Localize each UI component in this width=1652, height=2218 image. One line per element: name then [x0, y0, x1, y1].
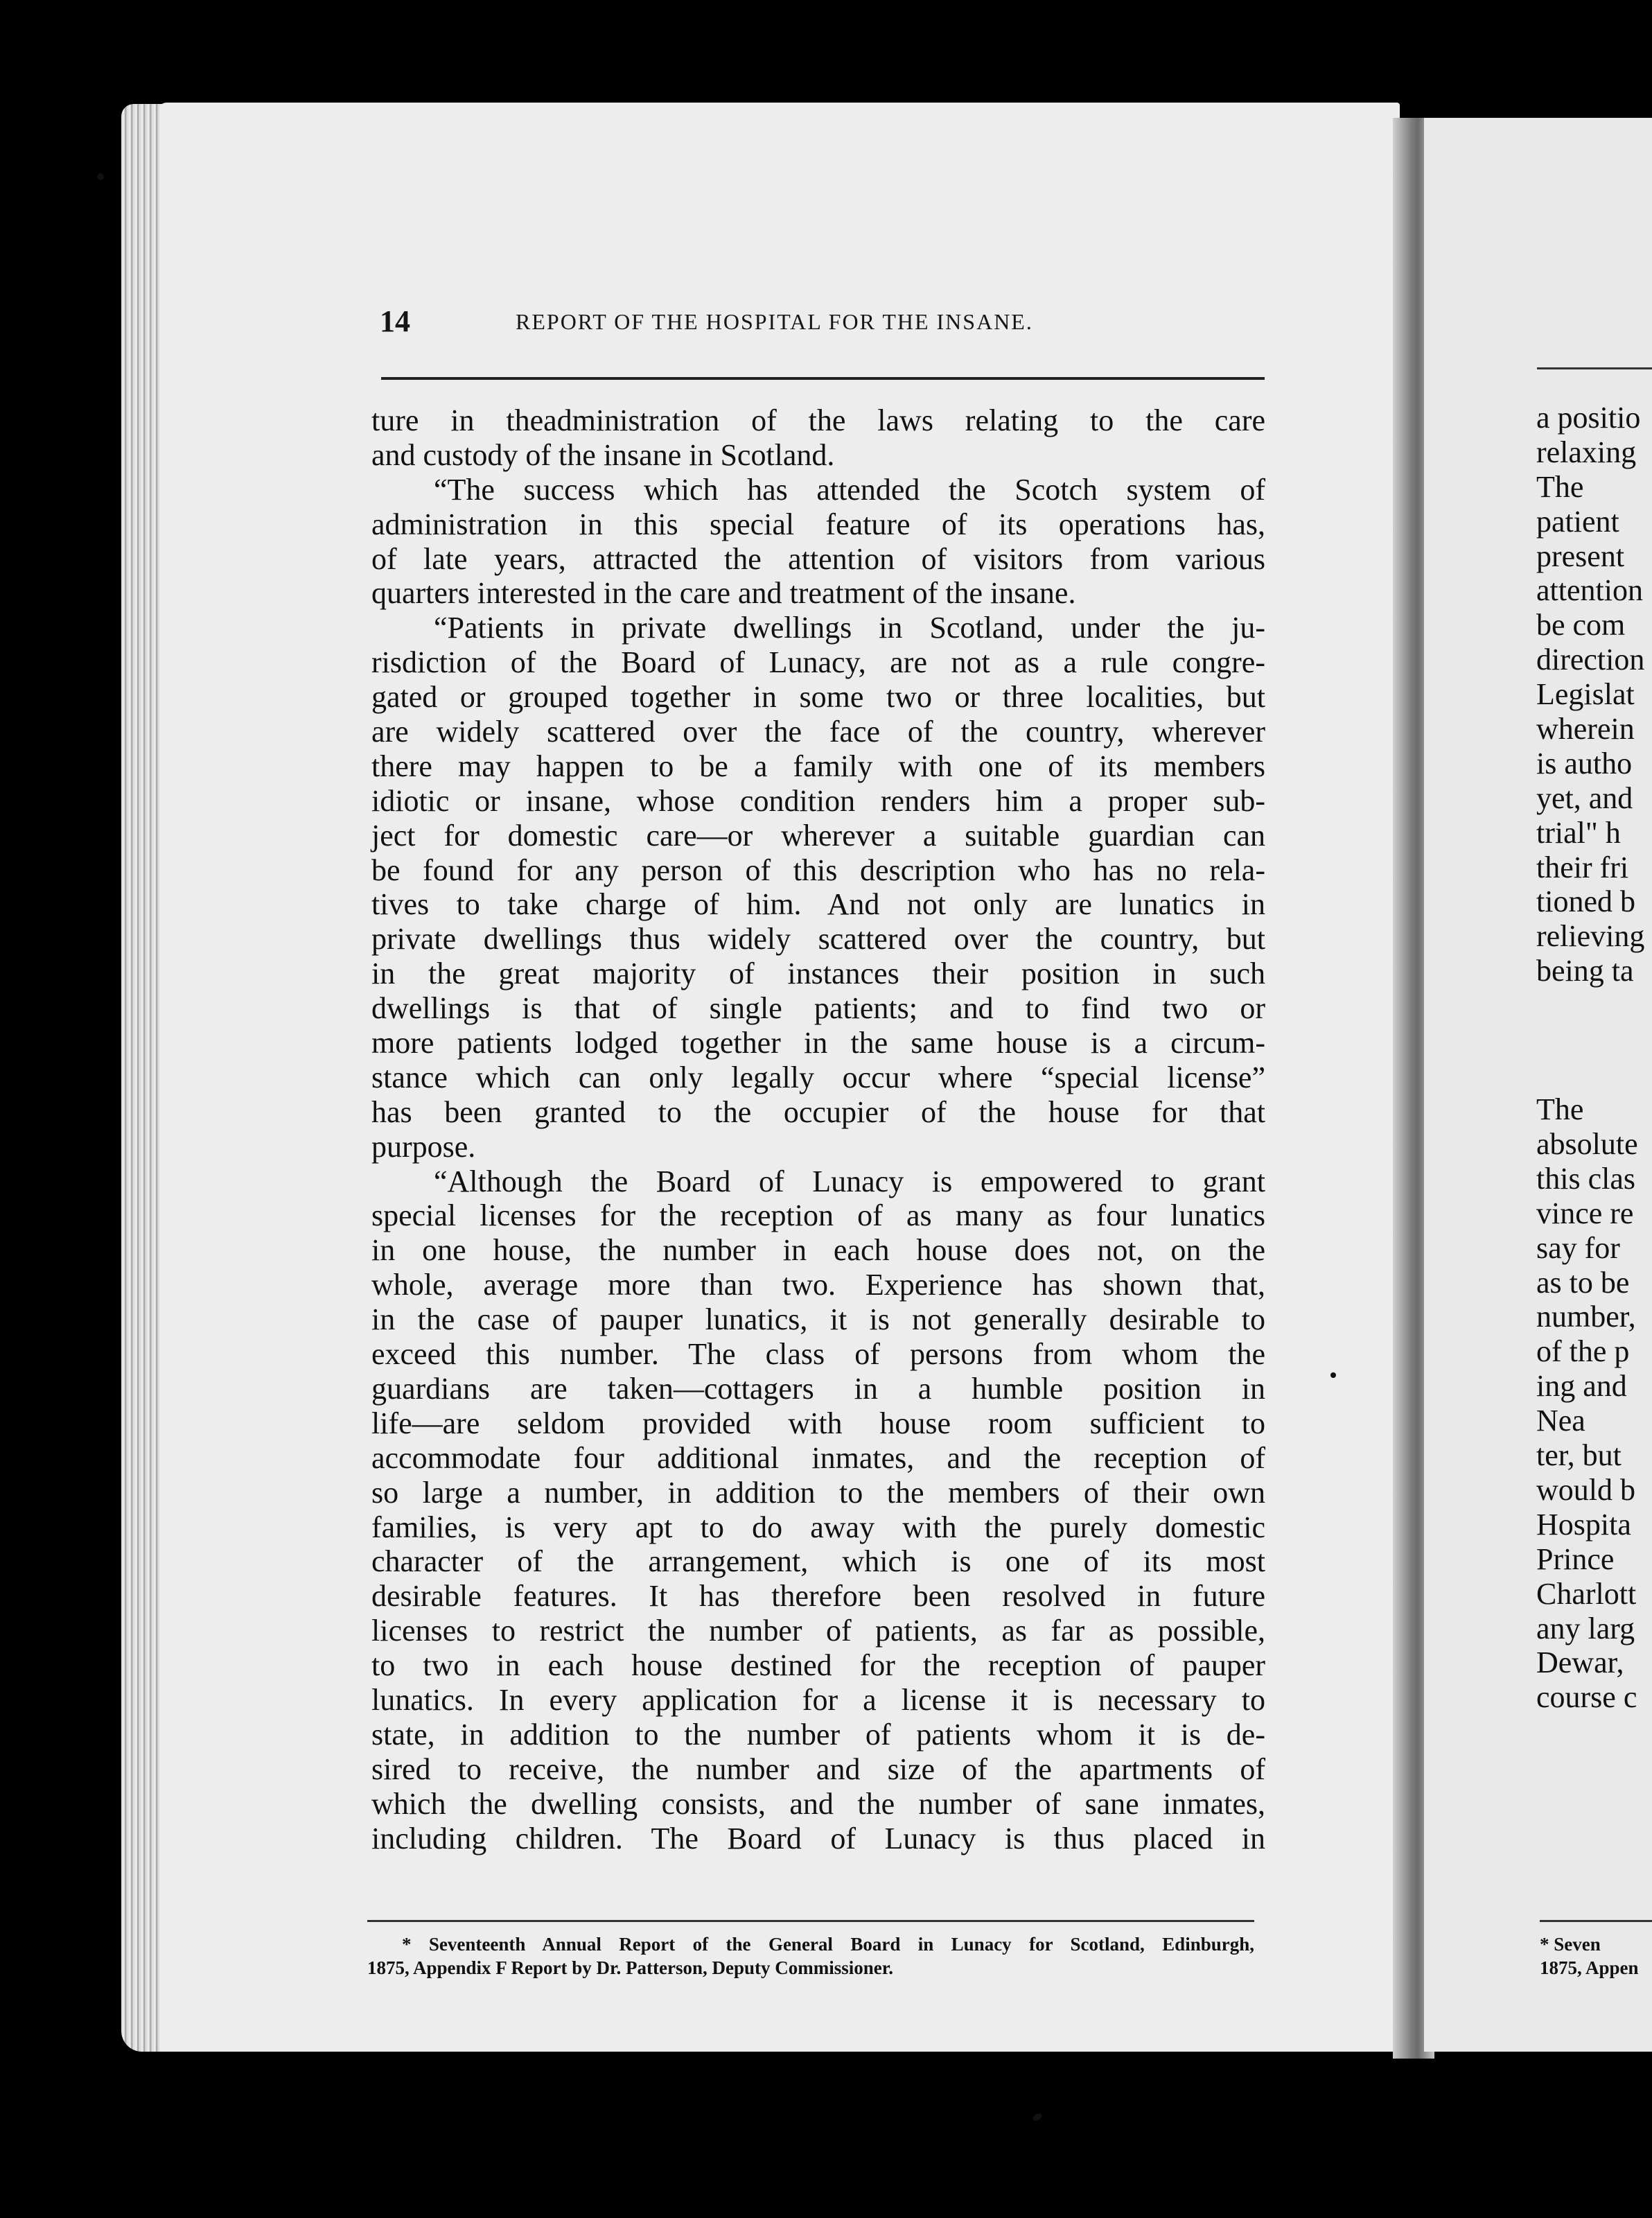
- text-line: in the case of pauper lunatics, it is not generally desirable to: [371, 1302, 1265, 1337]
- text-line: * Seventeenth Annual Report of the General Board in Lunacy for Scotland, Edinburgh,: [402, 1934, 1254, 1955]
- scan-speck: [1032, 2112, 1044, 2122]
- right-page-footnote: [1540, 1932, 1652, 1980]
- footnote: [367, 1932, 1254, 1980]
- text-line: ture in theadministration of the laws relating to the care: [371, 403, 1265, 437]
- text-line: quarters interested in the care and treatment of the insane.: [371, 576, 1076, 611]
- running-head: [380, 304, 1267, 345]
- text-line: Dewar,: [1536, 1645, 1624, 1680]
- text-line: direction: [1536, 643, 1645, 677]
- text-line: “The success which has attended the Scotch system of: [434, 472, 1265, 507]
- text-line: licenses to restrict the number of patients, as far as possible,: [371, 1614, 1265, 1648]
- text-line: in the great majority of instances their position in such: [371, 957, 1265, 991]
- text-line: The: [1536, 1092, 1584, 1127]
- text-line: are widely scattered over the face of the country, wherever: [371, 715, 1265, 749]
- text-line: absolute: [1536, 1127, 1638, 1162]
- text-line: ter, but: [1536, 1438, 1622, 1473]
- text-line: wherein: [1536, 712, 1635, 746]
- page-number: 14: [380, 304, 410, 338]
- text-line: whole, average more than two. Experience has shown that,: [371, 1268, 1265, 1302]
- text-line: special licenses for the reception of as many as four lunatics: [371, 1198, 1265, 1233]
- text-line: vince re: [1536, 1196, 1634, 1230]
- text-line: yet, and: [1536, 780, 1633, 815]
- text-line: which the dwelling consists, and the number of sane inmates,: [371, 1786, 1265, 1821]
- text-line: [1536, 988, 1652, 1092]
- text-line: * Seven: [1540, 1934, 1601, 1955]
- text-line: there may happen to be a family with one of its members: [371, 749, 1265, 783]
- text-line: to two in each house destined for the reception of pauper: [371, 1648, 1265, 1683]
- text-line: has been granted to the occupier of the house for that: [371, 1094, 1265, 1129]
- text-line: 1875, Appendix F Report by Dr. Patterson, Deputy Commissioner.: [367, 1957, 894, 1978]
- text-line: say for: [1536, 1230, 1620, 1265]
- text-line: idiotic or insane, whose condition renders him a proper sub-: [371, 783, 1265, 818]
- text-line: more patients lodged together in the same house is a circum-: [371, 1026, 1265, 1060]
- text-line: present: [1536, 539, 1625, 573]
- text-line: The: [1536, 469, 1584, 504]
- text-line: risdiction of the Board of Lunacy, are not as a rule congre-: [371, 645, 1265, 680]
- text-line: Nea: [1536, 1404, 1585, 1438]
- text-line: lunatics. In every application for a license it is necessary to: [371, 1682, 1265, 1717]
- text-line: being ta: [1536, 954, 1634, 988]
- text-line: guardians are taken—cottagers in a humble position in: [371, 1371, 1265, 1406]
- text-line: and custody of the insane in Scotland.: [371, 437, 835, 472]
- text-line: “Although the Board of Lunacy is empowered to grant: [434, 1164, 1265, 1198]
- text-line: “Patients in private dwellings in Scotland, under the ju-: [434, 611, 1265, 645]
- text-line: trial" h: [1536, 815, 1621, 850]
- text-line: is autho: [1536, 746, 1633, 780]
- text-line: 1875, Appen: [1540, 1957, 1639, 1978]
- text-line: ject for domestic care—or wherever a suitable guardian can: [371, 818, 1265, 853]
- text-line: their fri: [1536, 850, 1629, 884]
- text-line: Prince: [1536, 1542, 1615, 1576]
- text-line: desirable features. It has therefore been resolved in future: [371, 1579, 1265, 1614]
- text-line: of late years, attracted the attention of visitors from various: [371, 541, 1265, 576]
- text-line: any larg: [1536, 1611, 1635, 1645]
- text-line: this clas: [1536, 1161, 1635, 1196]
- text-line: administration in this special feature of its operations has,: [371, 507, 1265, 541]
- text-line: accommodate four additional inmates, and the reception of: [371, 1440, 1265, 1475]
- text-line: private dwellings thus widely scattered over the country, but: [371, 922, 1265, 957]
- text-line: life—are seldom provided with house room sufficient to: [371, 1406, 1265, 1440]
- text-line: dwellings is that of single patients; and to find two or: [371, 991, 1265, 1026]
- text-line: state, in addition to the number of patients whom it is de-: [371, 1717, 1265, 1752]
- text-line: relieving: [1536, 919, 1645, 954]
- text-line: Legislat: [1536, 677, 1635, 712]
- text-line: sired to receive, the number and size of the apartments of: [371, 1752, 1265, 1786]
- text-line: tioned b: [1536, 884, 1635, 919]
- text-line: ing and: [1536, 1369, 1627, 1404]
- scan-speck: [1330, 1372, 1336, 1378]
- text-line: gated or grouped together in some two or three localities, but: [371, 680, 1265, 715]
- text-line: be found for any person of this description who has no rela-: [371, 853, 1265, 887]
- text-line: attention: [1536, 573, 1643, 608]
- text-line: relaxing: [1536, 435, 1637, 469]
- text-line: a positio: [1536, 401, 1641, 435]
- text-line: tives to take charge of him. And not only are lunatics in: [371, 887, 1265, 922]
- right-page-header-rule: [1537, 367, 1652, 369]
- text-line: Hospita: [1536, 1507, 1631, 1542]
- text-line: be com: [1536, 608, 1626, 643]
- text-line: so large a number, in addition to the members of their own: [371, 1475, 1265, 1510]
- text-line: exceed this number. The class of persons from whom the: [371, 1337, 1265, 1372]
- body-text: [371, 403, 1265, 1855]
- scan-speck: [97, 173, 104, 180]
- text-line: families, is very apt to do away with the purely domestic: [371, 1510, 1265, 1544]
- running-title: REPORT OF THE HOSPITAL FOR THE INSANE.: [516, 309, 1033, 334]
- footnote-rule: [367, 1920, 1254, 1922]
- text-line: as to be: [1536, 1265, 1630, 1300]
- text-line: purpose.: [371, 1129, 476, 1164]
- text-line: course c: [1536, 1680, 1637, 1715]
- text-line: character of the arrangement, which is one of its most: [371, 1544, 1265, 1579]
- text-line: including children. The Board of Lunacy is thus placed in: [371, 1821, 1265, 1855]
- text-line: patient: [1536, 504, 1619, 539]
- text-line: number,: [1536, 1300, 1636, 1334]
- text-line: Charlott: [1536, 1576, 1637, 1611]
- text-line: stance which can only legally occur where “special license”: [371, 1060, 1265, 1094]
- text-line: in one house, the number in each house does not, on the: [371, 1233, 1265, 1268]
- header-rule: [381, 377, 1265, 380]
- right-page-footnote-rule: [1540, 1920, 1652, 1922]
- right-page-text: [1536, 401, 1652, 1715]
- text-line: of the p: [1536, 1334, 1630, 1369]
- text-line: would b: [1536, 1472, 1635, 1507]
